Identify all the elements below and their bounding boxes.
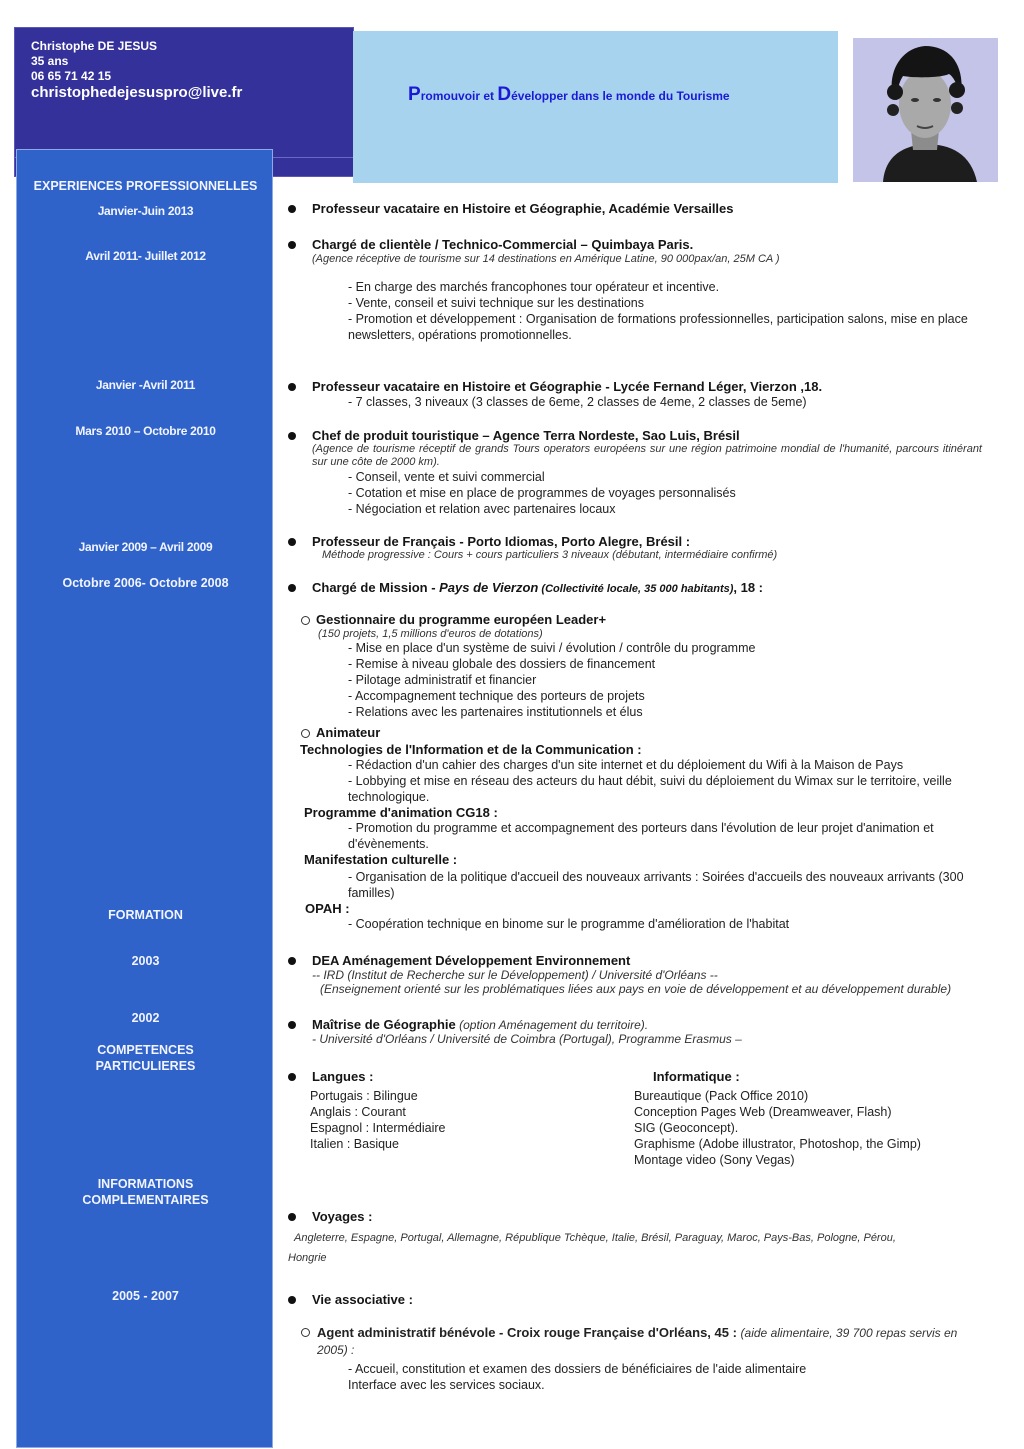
title-part: Chargé de Mission - — [312, 580, 440, 595]
portrait-photo — [853, 38, 998, 182]
voyages-list: Angleterre, Espagne, Portugal, Allemagne, République Tchèque, Italie, Brésil, Paraguay, Maroc, Pays-Bas, Pologne, Pérou, — [294, 1232, 896, 1244]
experience-note: (Agence réceptive de tourisme sur 14 destinations en Amérique Latine, 90 000pax/an, 25M CA ) — [312, 253, 780, 265]
asso-role-title — [288, 1324, 982, 1359]
formation-title — [288, 1017, 988, 1032]
experience-line: - Négociation et relation avec partenaires locaux — [348, 502, 616, 516]
formation-2 — [288, 1017, 988, 1046]
voyages-block — [288, 1209, 988, 1264]
experience-line: - Vente, conseil et suivi technique sur les destinations — [348, 296, 645, 310]
bullet-icon — [288, 1021, 296, 1029]
experience-note: (Agence de tourisme réceptif de grands Tours operators européens sur une région patrimoine mondial de l'humanité, parcours itinérant sur une côte de 2000 km). — [312, 443, 982, 468]
experience-line: - En charge des marchés francophones tour opérateur et incentive. — [348, 280, 720, 294]
date-asso: 2005 - 2007 — [112, 1289, 179, 1303]
circle-bullet-icon — [301, 616, 310, 625]
experience-title — [288, 580, 988, 595]
bullet-icon — [288, 1073, 296, 1081]
sub-role-leader — [288, 612, 988, 720]
it-skill-item: Conception Pages Web (Dreamweaver, Flash) — [634, 1105, 892, 1119]
title-part: Maîtrise de Géographie — [312, 1017, 456, 1032]
formation-line: (Enseignement orienté sur les problématiques liées aux pays en voie de développement et au développement durable) — [320, 982, 952, 996]
sub-role-note: (150 projets, 1,5 millions d'euros de dotations) — [318, 628, 543, 640]
experience-title: Professeur vacataire en Histoire et Géographie, Académie Versailles — [312, 201, 734, 216]
experience-line: - Remise à niveau globale des dossiers de financement — [348, 657, 656, 671]
experience-line: - Accompagnement technique des porteurs de projets — [348, 689, 645, 703]
section-title-formation: FORMATION — [108, 908, 183, 922]
competences-title-line-2: PARTICULIERES — [95, 1059, 196, 1073]
sub-role-animateur — [288, 725, 988, 932]
circle-bullet-icon — [301, 1328, 310, 1337]
bullet-icon — [288, 241, 296, 249]
language-item: Espagnol : Intermédiaire — [310, 1121, 446, 1135]
competences-block — [288, 1069, 988, 1167]
portrait-icon — [853, 38, 998, 182]
date-exp-2: Avril 2011- Juillet 2012 — [85, 249, 206, 263]
title-part: Pays de Vierzon — [439, 580, 539, 595]
experience-line: - 7 classes, 3 niveaux (3 classes de 6eme, 2 classes de 4eme, 2 classes de 5eme) — [348, 395, 807, 409]
it-skill-item: Graphisme (Adobe illustrator, Photoshop, the Gimp) — [634, 1137, 921, 1151]
tagline-part-2: évelopper dans le monde du Tourisme — [511, 89, 730, 103]
date-exp-5: Janvier 2009 – Avril 2009 — [78, 540, 213, 554]
date-exp-3: Janvier -Avril 2011 — [95, 378, 196, 392]
experience-line: - Coopération technique en binome sur le programme d'amélioration de l'habitat — [348, 917, 790, 931]
formation-line: - Université d'Orléans / Université de Coimbra (Portugal), Programme Erasmus – — [312, 1032, 742, 1046]
bullet-icon — [288, 432, 296, 440]
competences-title-line-1: COMPETENCES — [97, 1043, 194, 1057]
experience-6 — [288, 580, 988, 931]
date-exp-1: Janvier-Juin 2013 — [97, 204, 194, 218]
title-part: Agent administratif bénévole - Croix rouge Française d'Orléans, 45 : — [317, 1325, 741, 1340]
date-exp-6: Octobre 2006- Octobre 2008 — [62, 576, 229, 590]
tagline-cap-d: D — [497, 84, 512, 105]
bullet-icon — [288, 383, 296, 391]
experience-title: Chargé de clientèle / Technico-Commercial – Quimbaya Paris. — [312, 237, 694, 252]
it-skill-item: Bureautique (Pack Office 2010) — [634, 1089, 809, 1103]
formation-title: DEA Aménagement Développement Environnement — [312, 953, 631, 968]
sidebar — [16, 149, 273, 1448]
tagline-cap-p: P — [408, 84, 421, 105]
date-formation-1: 2003 — [131, 954, 160, 968]
experience-line: - Promotion du programme et accompagnement des porteurs dans l'évolution de leur projet d'animation et d'évènements. — [348, 821, 934, 851]
formation-1 — [288, 953, 988, 996]
experience-3 — [288, 379, 988, 410]
formation-line: -- IRD (Institut de Recherche sur le Développement) / Université d'Orléans -- — [312, 968, 718, 982]
language-item: Anglais : Courant — [310, 1105, 406, 1119]
asso-role — [288, 1324, 988, 1393]
language-item: Portugais : Bilingue — [310, 1089, 418, 1103]
candidate-phone: 06 65 71 42 15 — [31, 69, 112, 83]
tagline-banner — [353, 31, 838, 183]
tagline — [408, 84, 730, 106]
title-part: (Collectivité locale, 35 000 habitants) — [538, 583, 734, 595]
sub-heading: Manifestation culturelle : — [304, 852, 458, 867]
bullet-icon — [288, 538, 296, 546]
infos-title-line-2: COMPLEMENTAIRES — [82, 1193, 209, 1207]
candidate-email[interactable]: christophedejesuspro@live.fr — [31, 84, 243, 101]
asso-line: Interface avec les services sociaux. — [348, 1378, 545, 1392]
bullet-icon — [288, 957, 296, 965]
langues-list — [310, 1088, 446, 1152]
experience-line: - Conseil, vente et suivi commercial — [348, 470, 545, 484]
vie-associative-block — [288, 1292, 988, 1307]
experience-line: - Relations avec les partenaires institutionnels et élus — [348, 705, 643, 719]
date-formation-2: 2002 — [131, 1011, 160, 1025]
tagline-part-1: romouvoir et — [420, 89, 498, 103]
sub-heading: Programme d'animation CG18 : — [304, 805, 498, 820]
experience-line: - Promotion et développement : Organisation de formations professionnelles, participation salons, mise en place newsletters, opérations promotionnelles. — [348, 312, 968, 342]
it-skill-item: SIG (Geoconcept). — [634, 1121, 739, 1135]
sub-heading: OPAH : — [305, 901, 350, 916]
experience-5 — [288, 534, 988, 561]
sub-role-title: Gestionnaire du programme européen Leader+ — [316, 612, 607, 627]
asso-line: - Accueil, constitution et examen des dossiers de bénéficiaires de l'aide alimentaire — [348, 1362, 807, 1376]
language-item: Italien : Basique — [310, 1137, 399, 1151]
title-part: (option Aménagement du territoire). — [455, 1018, 649, 1032]
bullet-icon — [288, 1213, 296, 1221]
candidate-name: Christophe DE JESUS — [31, 39, 158, 53]
experience-2 — [288, 237, 988, 343]
experience-title: Chef de produit touristique – Agence Terra Nordeste, Sao Luis, Brésil — [312, 428, 740, 443]
informatique-title: Informatique : — [653, 1069, 740, 1084]
date-exp-4: Mars 2010 – Octobre 2010 — [75, 424, 216, 438]
voyages-list: Hongrie — [288, 1252, 327, 1264]
section-title-competences — [17, 1042, 274, 1074]
circle-bullet-icon — [301, 729, 310, 738]
langues-title: Langues : — [312, 1069, 374, 1084]
experience-line: - Organisation de la politique d'accueil des nouveaux arrivants : Soirées d'accueils des nouveaux arrivants (300 familles) — [348, 870, 964, 900]
it-skill-item: Montage video (Sony Vegas) — [634, 1153, 795, 1167]
experience-line: - Cotation et mise en place de programmes de voyages personnalisés — [348, 486, 736, 500]
experience-line: - Rédaction d'un cahier des charges d'un site internet et du déploiement du Wifi à la Maison de Pays — [348, 758, 904, 772]
sub-heading: Technologies de l'Information et de la Communication : — [300, 742, 642, 757]
title-part: , 18 : — [733, 580, 764, 595]
experience-1 — [288, 201, 988, 216]
experience-title: Professeur vacataire en Histoire et Géographie - Lycée Fernand Léger, Vierzon ,18. — [312, 379, 823, 394]
voyages-title: Voyages : — [312, 1209, 373, 1224]
candidate-age: 35 ans — [31, 54, 69, 68]
experience-title: Professeur de Français - Porto Idiomas, Porto Alegre, Brésil : — [312, 534, 691, 549]
vie-associative-title: Vie associative : — [312, 1292, 413, 1307]
experience-4 — [288, 428, 988, 517]
experience-line: - Pilotage administratif et financier — [348, 673, 537, 687]
infos-title-line-1: INFORMATIONS — [97, 1177, 194, 1191]
experience-line: - Mise en place d'un système de suivi / évolution / contrôle du programme — [348, 641, 756, 655]
sub-role-title: Animateur — [316, 725, 381, 740]
contact-info — [31, 39, 242, 100]
title-part: (aide alimentaire, 39 700 repas servis en 2005) : — [317, 1326, 958, 1357]
section-title-infos — [17, 1176, 274, 1208]
bullet-icon — [288, 584, 296, 592]
bullet-icon — [288, 205, 296, 213]
section-title-experiences: EXPERIENCES PROFESSIONNELLES — [33, 179, 258, 193]
experience-note: Méthode progressive : Cours + cours particuliers 3 niveaux (débutant, intermédiaire confirmé) — [322, 549, 778, 561]
bullet-icon — [288, 1296, 296, 1304]
informatique-list — [634, 1088, 921, 1168]
experience-line: - Lobbying et mise en réseau des acteurs du haut débit, suivi du déploiement du Wimax sur le territoire, veille technologique. — [348, 774, 952, 804]
